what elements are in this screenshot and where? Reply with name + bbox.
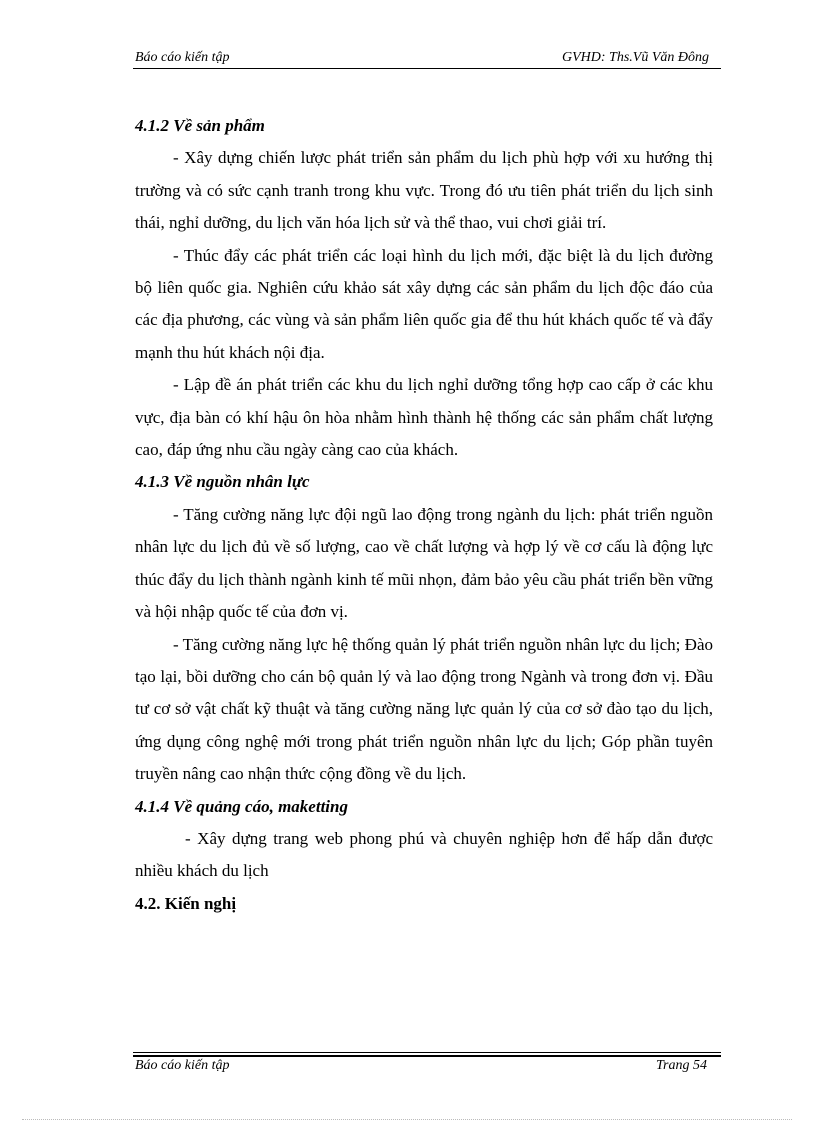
section-heading-4-1-3: 4.1.3 Về nguồn nhân lực (135, 472, 310, 492)
paragraph: - Lập đề án phát triển các khu du lịch nghỉ dưỡng tổng hợp cao cấp ở các khu vực, địa bàn có khí hậu ôn hòa nhằm hình thành hệ thống các sản phẩm chất lượng cao, đáp ứng nhu cầu ngày càng cao của khách. (135, 375, 713, 460)
header-rule (133, 68, 721, 69)
paragraph: - Tăng cường năng lực hệ thống quản lý phát triển nguồn nhân lực du lịch; Đào tạo lại, bồi dưỡng cho cán bộ quản lý và lao động trong Ngành và trong đơn vị. Đầu tư cơ sở vật chất kỹ thuật và tăng cường năng lực quản lý của cơ sở đào tạo du lịch, ứng dụng công nghệ mới trong phát triển nguồn nhân lực du lịch; Góp phần tuyên truyền nâng cao nhận thức cộng đồng về du lịch. (135, 634, 713, 784)
header-advisor: GVHD: Ths.Vũ Văn Đông (562, 50, 709, 65)
paragraph: - Thúc đẩy các phát triển các loại hình du lịch mới, đặc biệt là du lịch đường bộ liên quốc gia. Nghiên cứu khảo sát xây dựng các sản phẩm du lịch độc đáo của các địa phương, các vùng và sản phẩm liên quốc gia để thu hút khách quốc tế và đẩy mạnh thu hút khách nội địa. (135, 245, 713, 362)
footer-rule (133, 1052, 721, 1053)
section-heading-4-1-2: 4.1.2 Về sản phẩm (135, 116, 265, 135)
paragraph: - Tăng cường năng lực đội ngũ lao động trong ngành du lịch: phát triển nguồn nhân lực du lịch đủ về số lượng, cao về chất lượng và hợp lý về cơ cấu là động lực thúc đẩy du lịch thành ngành kinh tế mũi nhọn, đảm bảo yêu cầu phát triển bền vững và hội nhập quốc tế của đơn vị. (135, 504, 713, 622)
section-heading-4-2: 4.2. Kiến nghị (135, 893, 237, 913)
paragraph: - Xây dựng trang web phong phú và chuyên nghiệp hơn để hấp dẫn được nhiều khách du lịch (135, 828, 713, 881)
header-title: Báo cáo kiến tập (135, 50, 230, 65)
paragraph: - Xây dựng chiến lược phát triển sản phẩm du lịch phù hợp với xu hướng thị trường và có sức cạnh tranh trong khu vực. Trong đó ưu tiên phát triển du lịch sinh thái, nghỉ dưỡng, du lịch văn hóa lịch sử và thể thao, vui chơi giải trí. (135, 148, 713, 233)
page-header (133, 50, 721, 68)
section-heading-4-1-4: 4.1.4 Về quảng cáo, maketting (135, 796, 348, 816)
page-bottom-dotted-line (22, 1119, 792, 1120)
page-number: Trang 54 (656, 1058, 707, 1073)
page-footer (133, 1058, 721, 1076)
page-body (135, 110, 713, 920)
footer-title: Báo cáo kiến tập (135, 1058, 230, 1073)
footer-rule-thick (133, 1055, 721, 1057)
